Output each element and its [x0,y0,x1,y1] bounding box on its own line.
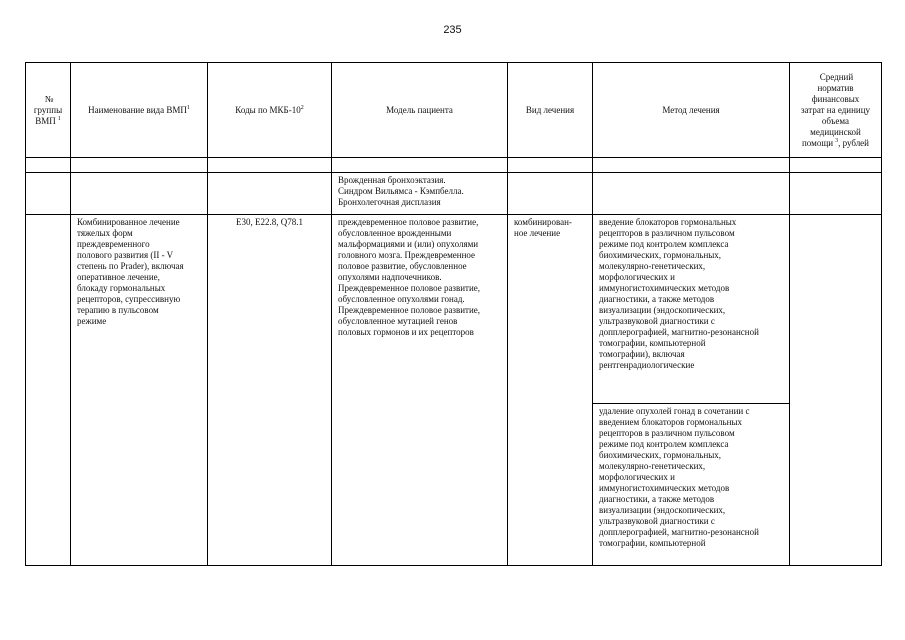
header-treatment-type: Вид лечения [508,63,593,158]
table-row [26,173,882,215]
icd-codes-cell: E30, E22.8, Q78.1 [208,215,332,566]
page-number: 235 [443,24,462,36]
treatment-method-cell: введение блокаторов гормональных рецепторов в различном пульсовом режиме под контролем комплекса биохимических, гормональных, молекулярно-генетических, морфологических и иммуногистохимических методов диагностики, а также методов визуализации (эндоскопических, ультразвуковой диагностики с допплерографией, магнитно-резонансной томографии, компьютерной томографии), включая рентгенрадиологические [593,215,790,404]
header-treatment-method: Метод лечения [593,63,790,158]
header-avg-cost-norm: Средний норматив финансовых затрат на единицу объема медицинской помощи $^3$, рублей [790,63,882,158]
table-row [26,215,882,404]
header-icd-codes: Коды по МКБ-$10^2$ [208,63,332,158]
patient-model-cell: преждевременное половое развитие, обусловленное врожденными мальформациями и (или) опухолями головного мозга. Преждевременное половое развитие, обусловленное опухолями надпочечников. Преждевременное половое развитие, обусловленное опухолями гонад. Преждевременное половое развитие, обусловленное мутацией генов половых гормонов и их рецепторов [332,215,508,566]
patient-model-cell: Врожденная бронхоэктазия. Синдром Вильямса - Кэмпбелла. Бронхолегочная дисплазия [332,173,508,215]
treatment-method-cell: удаление опухолей гонад в сочетании с введением блокаторов гормональных рецепторов в различном пульсовом режиме под контролем комплекса биохимических, гормональных, молекулярно-генетических, морфологических и иммуногистохимических методов диагностики, а также методов визуализации (эндоскопических, ультразвуковой диагностики с допплерографией, магнитно-резонансной томографии, компьютерной [593,404,790,566]
treatment-type-cell: комбинирован- ное лечение [508,215,593,566]
vmp-name-cell: Комбинированное лечение тяжелых форм преждевременного полового развития (II - V степень по Prader), включая оперативное лечение, блокаду гормональных рецепторов, супрессивную терапию в пульсовом режиме [71,215,208,566]
table-row [26,158,882,173]
header-group-number: № группы ВМП $^1$ [26,63,71,158]
table-header-row [26,63,882,158]
header-vmp-name: Наименование вида ВМП$^1$ [71,63,208,158]
header-patient-model: Модель пациента [332,63,508,158]
vmp-table [25,62,882,566]
